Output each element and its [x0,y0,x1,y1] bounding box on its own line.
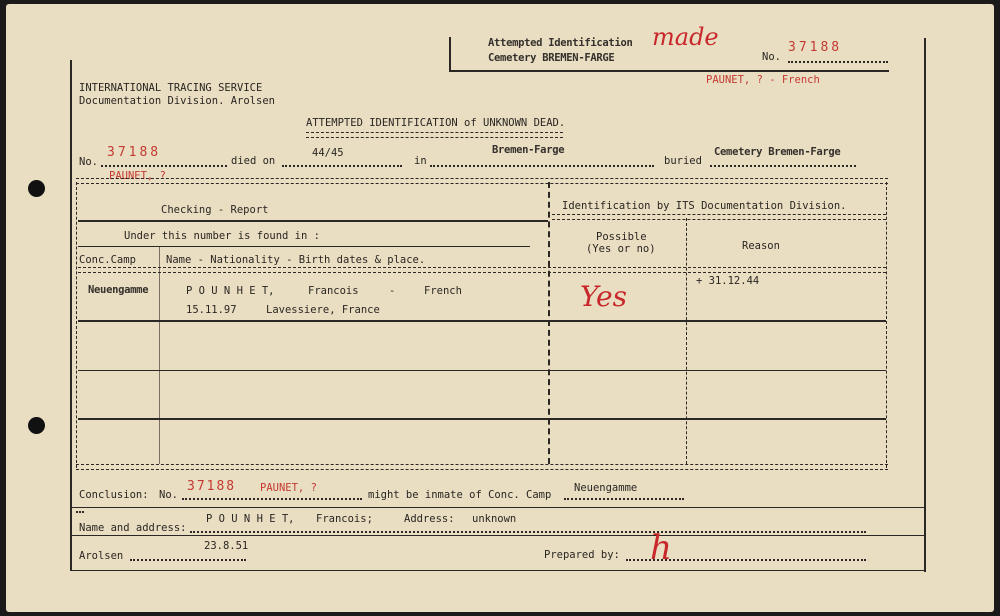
card-heading: ATTEMPTED IDENTIFICATION of UNKNOWN DEAD. [306,117,566,129]
conclusion-name-red: PAUNET, ? [260,482,317,494]
record-place: Bremen-Farge [492,144,565,156]
table-bottom-border [76,464,888,470]
punch-hole-top [28,180,45,197]
cemetery-dots [710,165,856,167]
frame-left-line [70,60,72,570]
row1-first-name: Francois [308,285,359,297]
conclusion-no-value: 37188 [187,479,237,494]
footer-date: 23.8.51 [204,540,249,552]
conclusion-camp: Neuengamme [574,482,638,494]
row-line-1 [78,320,886,322]
under-number-header: Under this number is found in : [124,230,320,242]
separator-line [70,507,926,508]
died-dots [282,165,402,167]
record-no-dots [101,165,227,167]
table-camp-divider [159,246,160,464]
died-value: 44/45 [312,147,344,159]
heading-underline [306,132,563,138]
buried-label: buried [664,155,702,167]
row1-birth-date: 15.11.97 [186,304,237,316]
column-name-header: Name - Nationality - Birth dates & place. [166,254,426,266]
row1-possible-yes: Yes [580,280,627,313]
died-label: died on [231,155,276,167]
checking-divider [78,220,548,222]
row1-name: P O U N H E T, [186,285,275,297]
record-name-red: PAUNET, ? [109,170,166,182]
frame-right-line [924,38,926,572]
column-conc-camp-header: Conc.Camp [79,254,136,266]
table-middle-divider [548,182,550,464]
row1-camp: Neuengamme [88,284,149,296]
org-line-2: Documentation Division. Arolsen [79,95,275,107]
table-possible-divider [686,218,687,464]
prepared-by-label: Prepared by: [544,549,620,561]
checking-report-header: Checking - Report [161,204,269,216]
footer-place: Arolsen [79,550,124,562]
table-top-border [76,178,888,184]
dash-mark [76,511,84,513]
card-no-dots [788,61,888,63]
row-line-2 [78,370,886,371]
bottom-line [70,570,926,571]
name-address-dots [190,531,866,533]
under-number-divider [78,246,530,247]
row-line-3 [78,418,886,420]
table-left-border [76,182,77,468]
punch-hole-bottom [28,417,45,434]
stamp-line-2: Cemetery BREMEN-FARGE [488,52,615,64]
name-address-line [70,535,926,536]
stamp-border-bottom [449,70,889,72]
name-address-name: P O U N H E T, [206,513,295,525]
identification-underline [552,214,886,220]
conclusion-dots [182,498,362,500]
handwritten-made: made [652,23,719,51]
name-address-first-name: Francois; [316,513,373,525]
place-dots [430,165,654,167]
top-name: PAUNET, ? - French [706,74,820,86]
prepared-by-initial: h [650,528,672,568]
index-card [6,4,994,612]
conclusion-label: Conclusion: [79,489,149,501]
conclusion-no-label: No. [159,489,178,501]
org-line-1: INTERNATIONAL TRACING SERVICE [79,82,263,94]
card-no-value: 37188 [788,40,843,55]
conclusion-camp-dots [564,498,684,500]
table-right-border [886,182,887,468]
stamp-border-left [449,37,451,71]
identification-header: Identification by ITS Documentation Division. [562,200,847,212]
footer-place-dots [130,559,246,561]
possible-header: Possible [596,231,647,243]
record-no-value: 37188 [107,145,162,160]
record-cemetery: Cemetery Bremen-Farge [714,146,841,158]
address-label: Address: [404,513,455,525]
reason-header: Reason [742,240,780,252]
in-label: in [414,155,427,167]
stamp-line-1: Attempted Identification [488,37,633,49]
conclusion-text: might be inmate of Conc. Camp [368,489,552,501]
name-address-label: Name and address: [79,522,187,534]
card-no-label: No. [762,51,781,63]
header-underline [78,267,886,273]
address-value: unknown [472,513,517,525]
row1-birth-place: Lavessiere, France [266,304,380,316]
record-no-label: No. [79,156,98,168]
row1-nationality: French [424,285,462,297]
row1-reason: + 31.12.44 [696,275,760,287]
row1-dash: - [389,285,396,297]
yes-or-no-header: (Yes or no) [586,243,656,255]
